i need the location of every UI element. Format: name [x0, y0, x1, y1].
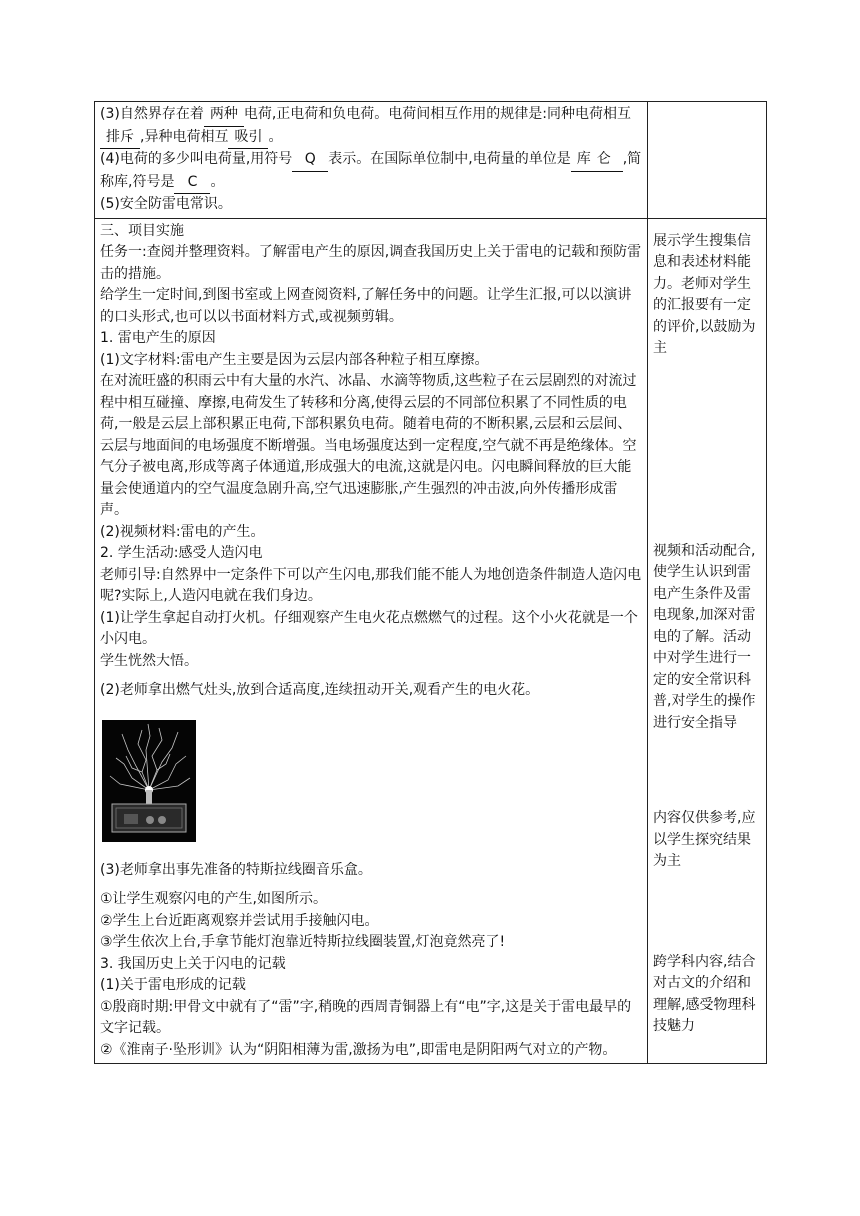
history-shang: ①殷商时期:甲骨文中就有了“雷”字,稍晚的西周青铜器上有“电”字,这是关于雷电最早的文字记载。: [100, 998, 632, 1036]
step-bulb: ③学生依次上台,手拿节能灯泡靠近特斯拉线圈装置,灯泡竟然亮了!: [100, 934, 506, 950]
table-row: [95, 218, 767, 1064]
paragraph-charge-quantity: (4)电荷的多少叫电荷量,用符号 Q 表示。在国际单位制中,电荷量的单位是 库仑 ,简称库,符号是 C 。: [100, 149, 642, 194]
teacher-guide: 老师引导:自然界中一定条件下可以产生闪电,那我们能不能人为地创造条件制造人造闪电呢?实际上,人造闪电就在我们身边。: [100, 566, 642, 604]
paragraph-charge-types: (3)自然界存在着 两种 电荷,正电荷和负电荷。电荷间相互作用的规律是:同种电荷相互排斥 ,异种电荷相互 吸引 。: [100, 104, 642, 149]
paragraph-safety: (5)安全防雷电常识。: [100, 196, 232, 212]
subheading-history: 3. 我国历史上关于闪电的记载: [100, 955, 286, 972]
teaching-note: 内容仅供参考,应以学生探究结果为主: [653, 810, 756, 869]
teaching-note: 跨学科内容,结合对古文的介绍和理解,感受物理科技魅力: [653, 953, 756, 1034]
blank-answer: 排斥: [100, 127, 140, 150]
activity-tesla: (3)老师拿出事先准备的特斯拉线圈音乐盒。: [100, 861, 372, 878]
history-huainanzi: ②《淮南子·坠形训》认为“阴阳相薄为雷,激扬为电”,即雷电是阴阳两气对立的产物。: [100, 1041, 617, 1058]
tesla-coil-image: [102, 720, 196, 842]
step-touch: ②学生上台近距离观察并尝试用手接触闪电。: [100, 912, 379, 929]
content-cell: [95, 218, 648, 1064]
step-observe: ①让学生观察闪电的产生,如图所示。: [100, 891, 328, 907]
explanation-paragraph: 在对流旺盛的积雨云中有大量的水汽、冰晶、水滴等物质,这些粒子在云层剧烈的对流过程中相互碰撞、摩擦,电荷发生了转移和分离,使得云层的不同部位积累了不同性质的电荷,一般是云层上部积累正电荷,下部积累负电荷。随着电荷的不断积累,云层和云层间、云层与地面间的电场强度不断增强。当电场强度达到一定程度,空气就不再是绝缘体。空气分子被电离,形成等离子体通道,形成强大的电流,这就是闪电。闪电瞬间释放的巨大能量会使通道内的空气温度急剧升高,空气迅速膨胀,产生强烈的冲击波,向外传播形成雷声。: [100, 373, 637, 518]
table-row: [95, 102, 767, 219]
note-cell: [648, 102, 767, 219]
blank-answer: Q: [292, 149, 328, 172]
subheading-cause: 1. 雷电产生的原因: [100, 330, 216, 346]
student-reaction: 学生恍然大悟。: [100, 652, 198, 669]
section-heading: 三、项目实施: [100, 222, 184, 239]
blank-answer: 两种: [204, 104, 244, 127]
lesson-table: [94, 101, 767, 1064]
teaching-note: 视频和活动配合,使学生认识到雷电产生条件及雷电现象,加深对雷电的了解。活动中对学生进行一定的安全常识科普,对学生的操作进行安全指导: [653, 542, 756, 731]
content-cell: [95, 102, 648, 219]
activity-gas-stove: (2)老师拿出燃气灶头,放到合适高度,连续扭动开关,观看产生的电火花。: [100, 682, 540, 698]
teaching-note: 展示学生搜集信息和表述材料能力。老师对学生的汇报要有一定的评价,以鼓励为主: [653, 232, 756, 356]
activity-lighter: (1)让学生拿起自动打火机。仔细观察产生电火花点燃燃气的过程。这个小火花就是一个小闪电。: [100, 609, 638, 647]
blank-answer: 库仑: [571, 149, 623, 172]
history-formation: (1)关于雷电形成的记载: [100, 977, 246, 993]
note-cell: [648, 218, 767, 1064]
blank-answer: 吸引: [228, 127, 268, 150]
lightning-icon: [102, 720, 196, 842]
blank-answer: C: [174, 172, 210, 195]
task-instructions: 给学生一定时间,到图书室或上网查阅资料,了解任务中的问题。让学生汇报,可以以演讲的口头形式,也可以以书面材料方式,或视频剪辑。: [100, 287, 632, 325]
task-one: 任务一:查阅并整理资料。了解雷电产生的原因,调查我国历史上关于雷电的记载和预防雷击的措施。: [100, 244, 642, 282]
text-material: (1)文字材料:雷电产生主要是因为云层内部各种粒子相互摩擦。: [100, 351, 489, 368]
video-material: (2)视频材料:雷电的产生。: [100, 523, 265, 540]
subheading-activity: 2. 学生活动:感受人造闪电: [100, 545, 263, 561]
